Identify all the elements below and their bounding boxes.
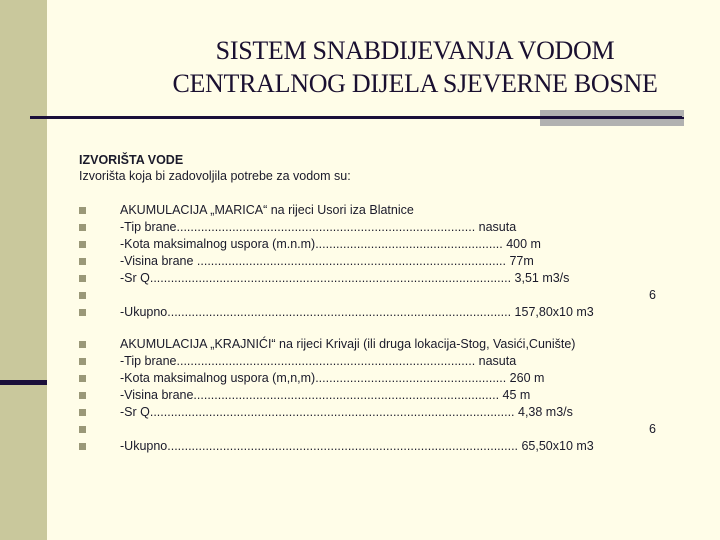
square-bullet-icon	[79, 375, 86, 382]
list-item-text: -Kota maksimalnog uspora (m,n,m)....................................................... 260 m	[120, 371, 545, 385]
list-item-exponent: 6	[649, 288, 656, 302]
list-item	[79, 236, 659, 253]
list-item	[79, 304, 659, 321]
list-item	[79, 270, 659, 287]
list-item	[79, 219, 659, 236]
square-bullet-icon	[79, 392, 86, 399]
square-bullet-icon	[79, 409, 86, 416]
section-subheading: Izvorišta koja bi zadovoljila potrebe za vodom su:	[79, 169, 351, 183]
title-line-1: SISTEM SNABDIJEVANJA VODOM	[215, 36, 615, 65]
left-decorative-band	[0, 0, 47, 540]
list-item-text: -Sr Q......................................................................................................... 4,38 m3/s	[120, 405, 573, 419]
square-bullet-icon	[79, 207, 86, 214]
square-bullet-icon	[79, 426, 86, 433]
square-bullet-icon	[79, 275, 86, 282]
list-item-text: -Tip brane...................................................................................... nasuta	[120, 220, 517, 234]
list-item-text: -Ukupno................................................................................................... 157,80x10 m3	[120, 305, 594, 319]
list-item	[79, 404, 659, 421]
list-item-text: AKUMULACIJA „KRAJNIĆI“ na rijeci Krivaji (ili druga lokacija-Stog, Vasići,Cunište)	[120, 337, 576, 351]
list-item-text: -Kota maksimalnog uspora (m.n.m)...................................................... 400 m	[120, 237, 541, 251]
list-item	[79, 287, 659, 304]
square-bullet-icon	[79, 358, 86, 365]
list-item	[79, 421, 659, 438]
list-item-text: -Visina brane........................................................................................ 45 m	[120, 388, 531, 402]
slide-title	[100, 34, 720, 100]
list-item	[79, 336, 659, 353]
list-item-text: -Tip brane...................................................................................... nasuta	[120, 354, 517, 368]
list-item	[79, 253, 659, 270]
list-item	[79, 370, 659, 387]
list-item	[79, 438, 659, 455]
list-item-exponent: 6	[649, 422, 656, 436]
title-line-2: CENTRALNOG DIJELA SJEVERNE BOSNE	[172, 69, 658, 98]
list-item-text: -Visina brane ......................................................................................... 77m	[120, 254, 534, 268]
square-bullet-icon	[79, 309, 86, 316]
square-bullet-icon	[79, 341, 86, 348]
left-accent-bar	[0, 380, 47, 385]
section-heading: IZVORIŠTA VODE	[79, 153, 184, 167]
title-rule-accent-line	[540, 117, 684, 119]
square-bullet-icon	[79, 292, 86, 299]
square-bullet-icon	[79, 258, 86, 265]
intro-block	[79, 152, 351, 184]
square-bullet-icon	[79, 224, 86, 231]
list-item-text: AKUMULACIJA „MARICA“ na rijeci Usori iza Blatnice	[120, 203, 414, 217]
list-item-text: -Sr Q........................................................................................................ 3,51 m3/s	[120, 271, 570, 285]
list-item	[79, 353, 659, 370]
list-item	[79, 387, 659, 404]
square-bullet-icon	[79, 241, 86, 248]
square-bullet-icon	[79, 443, 86, 450]
list-item-text: -Ukupno..................................................................................................... 65,50x10 m3	[120, 439, 594, 453]
list-item	[79, 202, 659, 219]
